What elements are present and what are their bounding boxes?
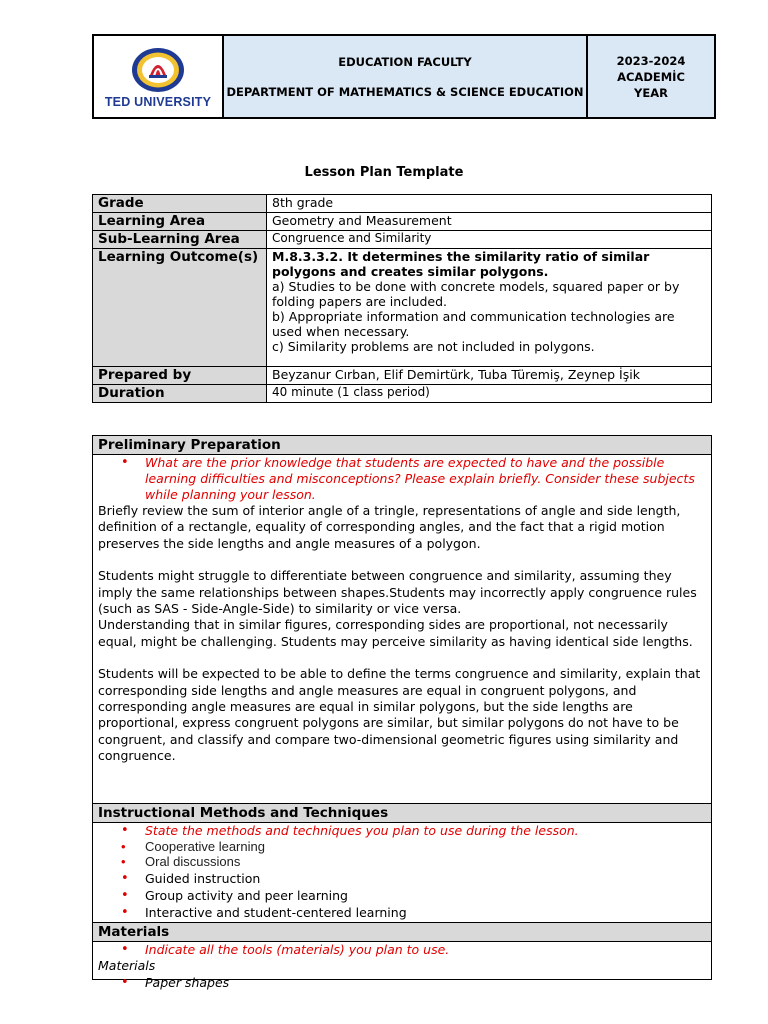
year-line-1: 2023-2024 xyxy=(616,53,686,68)
learning-area-value: Geometry and Measurement xyxy=(267,213,712,231)
table-row xyxy=(93,231,712,249)
methods-list xyxy=(93,823,711,921)
materials-heading: Materials xyxy=(93,922,711,942)
list-item: • Oral discussions xyxy=(93,854,711,870)
outcome-c: c) Similarity problems are not included in polygons. xyxy=(272,339,595,354)
table-row xyxy=(93,213,712,231)
page-title: Lesson Plan Template xyxy=(304,165,464,180)
materials-prompt: • Indicate all the tools (materials) you plan to use. xyxy=(93,942,711,958)
sub-learning-area-value: Congruence and Similarity xyxy=(267,231,712,249)
learning-outcome-label: Learning Outcome(s) xyxy=(93,249,267,367)
university-seal-icon xyxy=(130,45,186,93)
outcome-b: b) Appropriate information and communication technologies are used when necessary. xyxy=(272,309,675,339)
learning-outcome-value xyxy=(267,249,712,367)
list-item: • Interactive and student-centered learning xyxy=(93,904,711,921)
duration-value: 40 minute (1 class period) xyxy=(267,385,712,403)
materials-list xyxy=(93,974,711,991)
department-name: DEPARTMENT OF MATHEMATICS & SCIENCE EDUCATION xyxy=(226,84,584,99)
lesson-info-table xyxy=(92,194,712,403)
prepared-by-value: Beyzanur Cırban, Elif Demirtürk, Tuba Türemiş, Zeynep İşik xyxy=(267,367,712,385)
header-year-cell xyxy=(588,36,714,117)
materials-prompt-list xyxy=(93,942,711,958)
preliminary-prompt-list xyxy=(93,455,711,503)
table-row xyxy=(93,367,712,385)
list-item: • Guided instruction xyxy=(93,870,711,887)
document-header xyxy=(92,34,716,119)
materials-subheading: Materials xyxy=(98,957,156,973)
outcome-code: M.8.3.3.2. It determines the similarity ratio of similar polygons and creates similar polygons. xyxy=(272,249,650,279)
table-row xyxy=(93,385,712,403)
duration-label: Duration xyxy=(93,385,267,403)
preliminary-paragraph-3: Understanding that in similar figures, corresponding sides are proportional, not necessarily equal, might be challenging. Students may perceive similarity as having identical side lengths. xyxy=(98,617,693,649)
university-logo xyxy=(99,43,217,111)
list-item: • Paper shapes xyxy=(93,974,711,991)
logo-cell xyxy=(94,36,224,117)
methods-prompt: • State the methods and techniques you plan to use during the lesson. xyxy=(93,823,711,839)
grade-label: Grade xyxy=(93,195,267,213)
year-line-2: ACADEMİC xyxy=(617,69,685,84)
table-row xyxy=(93,249,712,367)
learning-area-label: Learning Area xyxy=(93,213,267,231)
year-line-3: YEAR xyxy=(634,85,668,100)
preliminary-prompt: • What are the prior knowledge that students are expected to have and the possible learning difficulties and misconceptions? Please explain briefly. Consider these subjects while planning your lesson. xyxy=(93,455,711,503)
lesson-sections xyxy=(92,435,712,991)
table-row xyxy=(93,195,712,213)
methods-heading: Instructional Methods and Techniques xyxy=(93,803,711,823)
sub-learning-area-label: Sub-Learning Area xyxy=(93,231,267,249)
logo-text: TED UNIVERSITY xyxy=(104,94,212,109)
faculty-name: EDUCATION FACULTY xyxy=(338,54,472,69)
header-department-cell xyxy=(224,36,588,117)
preliminary-paragraph-4: Students will be expected to be able to define the terms congruence and similarity, explain that corresponding side lengths and angle measures are equal in congruent polygons, and corresponding angle measures are equal in similar polygons, but the side lengths are proportional, express congruent polygons are similar, but similar polygons do not have to be congruent, and classify and compare two-dimensional geometric figures using similarity and congruence. xyxy=(98,666,701,764)
list-item: • Cooperative learning xyxy=(93,839,711,855)
grade-value: 8th grade xyxy=(267,195,712,213)
prepared-by-label: Prepared by xyxy=(93,367,267,385)
preliminary-heading: Preliminary Preparation xyxy=(93,436,711,455)
list-item: • Group activity and peer learning xyxy=(93,887,711,904)
preliminary-paragraph-2: Students might struggle to differentiate between congruence and similarity, assuming they imply the same relationships between shapes.Students may incorrectly apply congruence rules (such as SAS - Side-Angle-Side) to similarity or vice versa. xyxy=(98,568,697,617)
outcome-a: a) Studies to be done with concrete models, squared paper or by folding papers are included. xyxy=(272,279,680,309)
preliminary-paragraph-1: Briefly review the sum of interior angle of a tringle, representations of angle and side length, definition of a rectangle, equality of corresponding angles, and the fact that a rigid motion preserves the side lengths and angle measures of a polygon. xyxy=(98,503,681,551)
